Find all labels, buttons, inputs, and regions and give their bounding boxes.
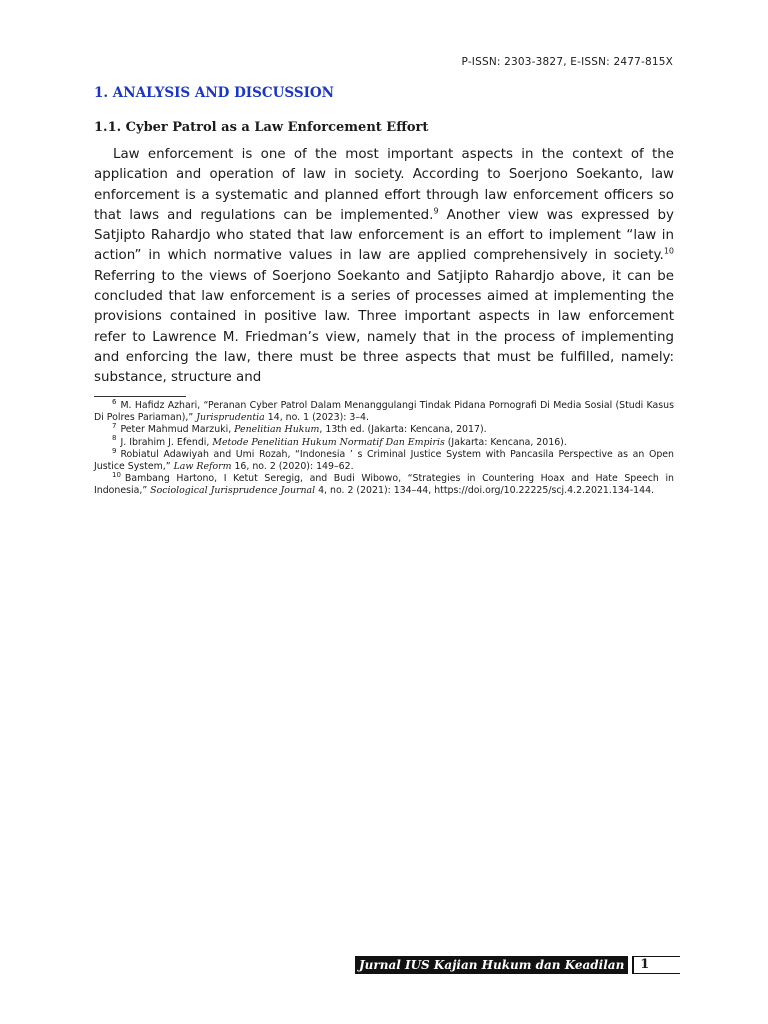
footnote-number: 7 bbox=[112, 422, 117, 431]
body-paragraph bbox=[94, 145, 674, 389]
footnote-text: Bambang Hartono, I Ketut Seregig, and Budi Wibowo, “Strategies in Countering Hoax and Hate Speech in Indonesia,” bbox=[94, 473, 674, 497]
footnote-title: Jurisprudentia bbox=[196, 412, 265, 424]
footnote-number: 6 bbox=[112, 397, 117, 406]
footnote-text: 14, no. 1 (2023): 3–4. bbox=[264, 412, 369, 424]
footnote-text: M. Hafidz Azhari, “Peranan Cyber Patrol Dalam Menanggulangi Tindak Pidana Pornografi Di Media Sosial (Studi Kasus Di Polres Pariaman),” bbox=[94, 400, 674, 424]
footnote-divider bbox=[94, 396, 186, 397]
footnote bbox=[94, 424, 674, 436]
footnote bbox=[94, 473, 674, 497]
footnote-text: 16, no. 2 (2020): 149–62. bbox=[231, 461, 354, 473]
footnote-number: 8 bbox=[112, 434, 117, 443]
footnote-title: Penelitian Hukum bbox=[234, 424, 320, 436]
footnotes bbox=[94, 397, 674, 498]
footnote-ref[interactable]: 10 bbox=[663, 247, 674, 257]
section-title: 1. ANALYSIS AND DISCUSSION bbox=[94, 85, 334, 101]
footnote-text: , 13th ed. (Jakarta: Kencana, 2017). bbox=[319, 424, 487, 436]
footnote-title: Sociological Jurisprudence Journal bbox=[150, 485, 316, 497]
body-text-segment: Law enforcement is one of the most important aspects in the context of the application and operation of law in society. According to Soerjono Soekanto, law enforcement is a systematic and planned effort through law enforcement officers so that laws and regulations can be implemented. bbox=[94, 147, 674, 223]
footnote-text: J. Ibrahim J. Efendi, bbox=[120, 436, 213, 448]
footnote bbox=[94, 434, 674, 449]
page-number: 1 bbox=[632, 956, 680, 974]
footnote-ref[interactable]: 9 bbox=[433, 206, 439, 216]
footnote-text: Peter Mahmud Marzuki, bbox=[120, 424, 235, 436]
body-text bbox=[94, 145, 674, 389]
footnote bbox=[94, 397, 674, 424]
footnote-number: 9 bbox=[112, 446, 117, 455]
journal-footer bbox=[355, 956, 680, 974]
footnote-text: (Jakarta: Kencana, 2016). bbox=[444, 436, 567, 448]
footnote-text: Robiatul Adawiyah and Umi Rozah, “Indonesia ’ s Criminal Justice System with Pancasila Perspective as an Open Justice System,” bbox=[94, 448, 674, 473]
body-text-segment: Referring to the views of Soerjono Soekanto and Satjipto Rahardjo above, it can be concluded that law enforcement is a series of processes aimed at implementing the provisions contained in positive law. Three important aspects in law enforcement refer to Lawrence M. Friedman’s view, namely that in the process of implementing and enforcing the law, there must be three aspects that must be fulfilled, namely: substance, structure and bbox=[94, 268, 674, 386]
footnote-title: Metode Penelitian Hukum Normatif Dan Empiris bbox=[212, 436, 445, 448]
subsection-title: 1.1. Cyber Patrol as a Law Enforcement Effort bbox=[94, 120, 429, 135]
footnote-title: Law Reform bbox=[173, 461, 232, 473]
body-text-segment: Another view was expressed by Satjipto Rahardjo who stated that law enforcement is an effort to implement “law in action” in which normative values in law are applied comprehensively in society. bbox=[94, 207, 674, 264]
footnote-number: 10 bbox=[112, 471, 121, 480]
journal-name: Jurnal IUS Kajian Hukum dan Keadilan bbox=[355, 956, 628, 974]
footnote-text: 4, no. 2 (2021): 134–44, https://doi.org/10.22225/scj.4.2.2021.134-144. bbox=[315, 485, 655, 497]
footnote bbox=[94, 446, 674, 473]
issn-header: P-ISSN: 2303-3827, E-ISSN: 2477-815X bbox=[461, 56, 673, 68]
